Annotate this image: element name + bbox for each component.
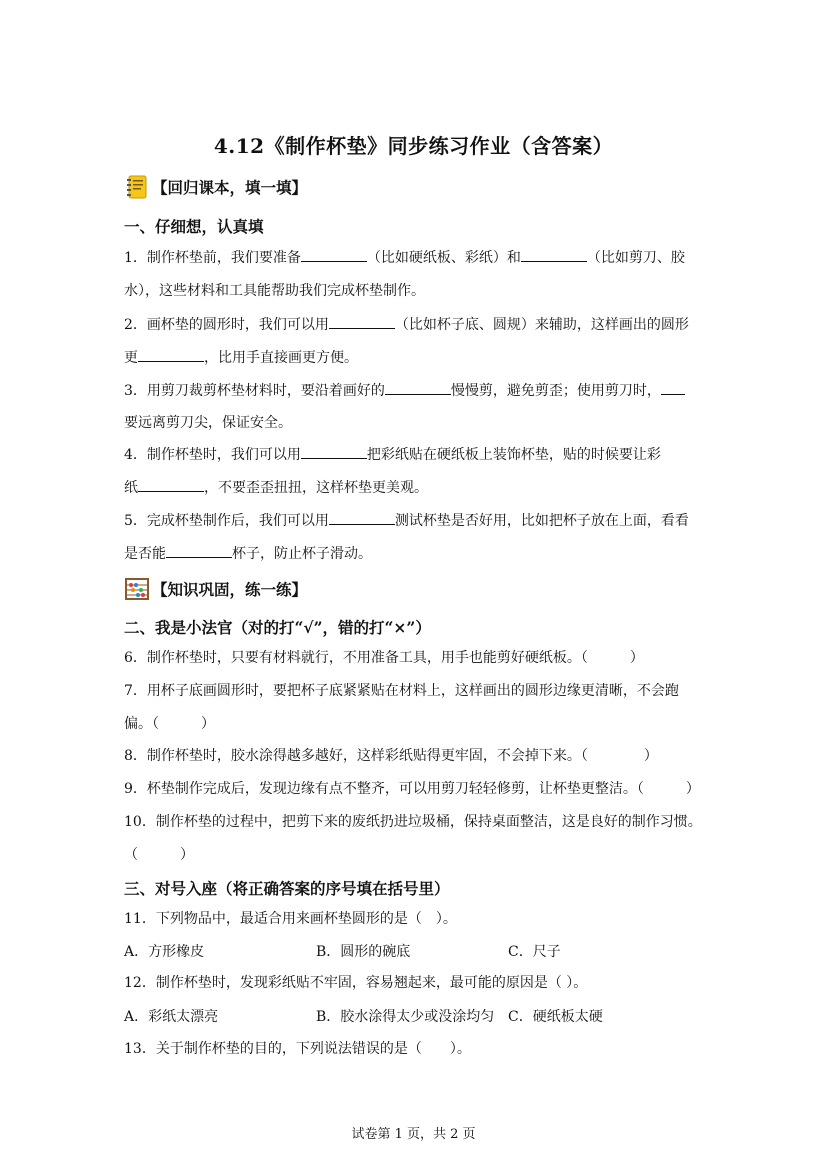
q2-text-d: ，比用手直接画更方便。 [204, 350, 358, 366]
page-title: 4.12《制作杯垫》同步练习作业（含答案） [213, 134, 614, 158]
question-12-option-a[interactable]: A．彩纸太漂亮 [124, 1009, 219, 1025]
question-1-line-1 [124, 247, 714, 268]
question-4-line-2 [124, 477, 714, 498]
q2-text-b: （比如杯子底、圆规）来辅助，这样画出的圆形 [394, 317, 689, 333]
section-header-review [124, 172, 307, 202]
q2-blank-2[interactable] [138, 347, 204, 362]
q2-blank-1[interactable] [329, 314, 395, 329]
q5-text-b: 测试杯垫是否好用，比如把杯子放在上面，看看 [394, 513, 689, 529]
question-10-line-2: （ ） [124, 847, 194, 863]
question-12-option-c[interactable]: C．硬纸板太硬 [508, 1009, 603, 1025]
q5-text-a: 5．完成杯垫制作后，我们可以用 [124, 513, 329, 529]
question-12-stem: 12．制作杯垫时，发现彩纸贴不牢固，容易翘起来，最可能的原因是（ ）。 [124, 975, 588, 991]
q3-text-a: 3．用剪刀裁剪杯垫材料时，要沿着画好的 [124, 383, 385, 399]
q4-blank-2[interactable] [138, 477, 204, 492]
question-5-line-2 [124, 543, 714, 564]
question-11-option-c[interactable]: C．尺子 [508, 944, 561, 960]
q4-text-d: ，不要歪歪扭扭，这样杯垫更美观。 [204, 480, 428, 496]
q1-text-c: （比如剪刀、胶 [586, 250, 685, 266]
q1-text-a: 1．制作杯垫前，我们要准备 [124, 250, 301, 266]
question-11-option-b[interactable]: B．圆形的碗底 [316, 944, 411, 960]
question-11-option-a[interactable]: A．方形橡皮 [124, 944, 205, 960]
question-6: 6．制作杯垫时，只要有材料就行，不用准备工具，用手也能剪好硬纸板。（ ） [124, 650, 644, 666]
section-header-practice [124, 574, 307, 604]
question-3-line-1 [124, 380, 714, 401]
q2-text-c: 更 [124, 350, 138, 366]
part1-title: 一、仔细想，认真填 [124, 217, 264, 236]
q5-text-d: 杯子，防止杯子滑动。 [232, 546, 372, 562]
q1-blank-2[interactable] [521, 247, 587, 262]
q5-blank-1[interactable] [329, 510, 395, 525]
question-11-stem: 11．下列物品中，最适合用来画杯垫圆形的是（ ）。 [124, 911, 457, 927]
question-3-line-2: 要远离剪刀尖，保证安全。 [124, 415, 292, 431]
abacus-icon [124, 576, 150, 602]
notebook-icon [124, 174, 150, 200]
question-2-line-1 [124, 314, 714, 335]
question-5-line-1 [124, 510, 714, 531]
q1-blank-1[interactable] [301, 247, 367, 262]
question-7-line-2: 偏。（ ） [124, 716, 215, 732]
q3-blank-1[interactable] [385, 380, 451, 395]
q4-text-a: 4．制作杯垫时，我们可以用 [124, 447, 301, 463]
part3-title: 三、对号入座（将正确答案的序号填在括号里） [124, 879, 450, 898]
page-footer: 试卷第 1 页，共 2 页 [351, 1127, 476, 1142]
question-1-line-2: 水），这些材料和工具能帮助我们完成杯垫制作。 [124, 283, 425, 299]
section-label-practice: 【知识巩固，练一练】 [152, 580, 308, 599]
question-7-line-1: 7．用杯子底画圆形时，要把杯子底紧紧贴在材料上，这样画出的圆形边缘更清晰，不会跑 [124, 683, 679, 699]
q4-text-c: 纸 [124, 480, 138, 496]
question-8: 8．制作杯垫时，胶水涂得越多越好，这样彩纸贴得更牢固，不会掉下来。（ ） [124, 748, 658, 764]
q3-text-b: 慢慢剪，避免剪歪；使用剪刀时， [450, 383, 661, 399]
question-13-stem: 13．关于制作杯垫的目的，下列说法错误的是（ ）。 [124, 1041, 471, 1057]
q1-text-b: （比如硬纸板、彩纸）和 [366, 250, 521, 266]
question-4-line-1 [124, 444, 714, 465]
q5-blank-2[interactable] [166, 543, 232, 558]
question-10-line-1: 10．制作杯垫的过程中，把剪下来的废纸扔进垃圾桶，保持桌面整洁，这是良好的制作习惯。 [124, 814, 702, 830]
q4-text-b: 把彩纸贴在硬纸板上装饰杯垫，贴的时候要让彩 [366, 447, 661, 463]
q3-blank-2[interactable] [661, 380, 685, 395]
q2-text-a: 2．画杯垫的圆形时，我们可以用 [124, 317, 329, 333]
question-2-line-2 [124, 347, 714, 368]
section-label-review: 【回归课本，填一填】 [152, 178, 308, 197]
q4-blank-1[interactable] [301, 444, 367, 459]
q5-text-c: 是否能 [124, 546, 166, 562]
question-9: 9．杯垫制作完成后，发现边缘有点不整齐，可以用剪刀轻轻修剪，让杯垫更整洁。（ ） [124, 781, 700, 797]
part2-title: 二、我是小法官（对的打“√”，错的打“×”） [124, 618, 431, 637]
question-12-option-b[interactable]: B．胶水涂得太少或没涂均匀 [316, 1009, 495, 1025]
